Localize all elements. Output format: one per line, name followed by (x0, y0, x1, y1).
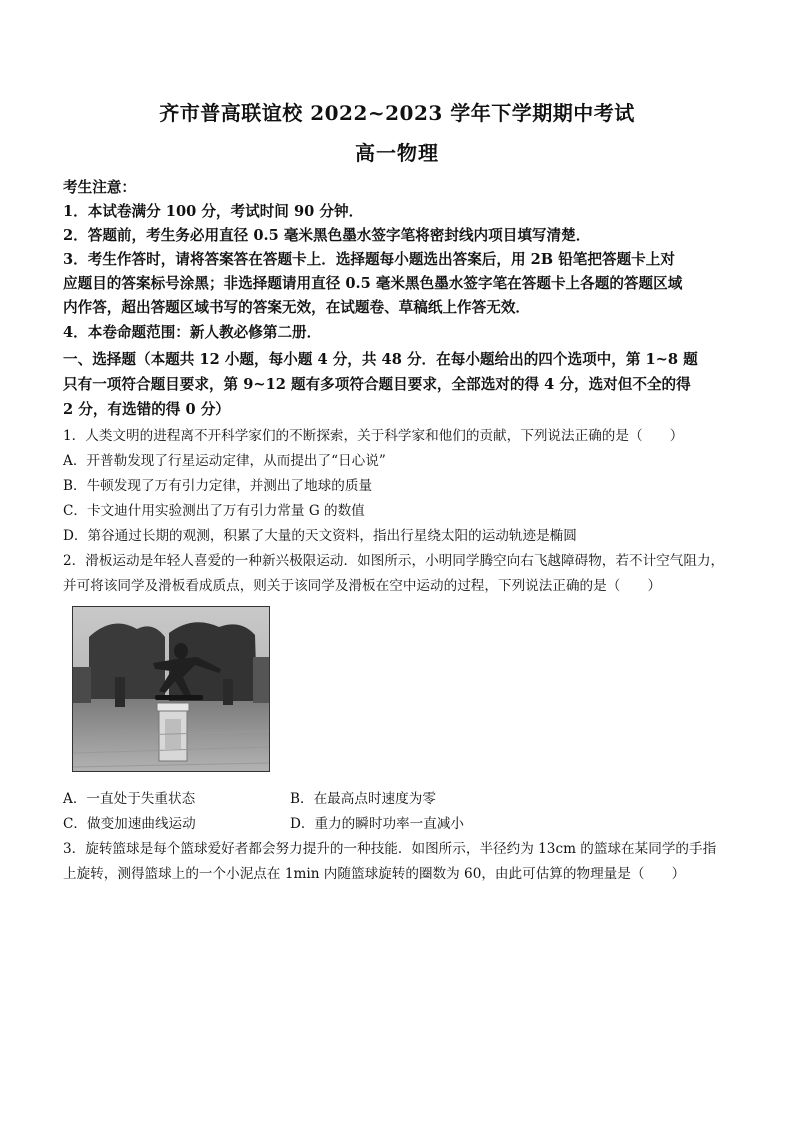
q2-stem-line-1: 2．滑板运动是年轻人喜爱的一种新兴极限运动．如图所示，小明同学腾空向右飞越障碍物，若不计空气阻力， (63, 553, 725, 569)
section-heading-line-2: 只有一项符合题目要求，第 9~12 题有多项符合题目要求，全部选对的得 4 分，选对但不全的得 (63, 376, 691, 393)
notice-item-3-cont2: 内作答，超出答题区域书写的答案无效，在试题卷、草稿纸上作答无效． (63, 299, 531, 316)
section-heading-line-3: 2 分，有选错的得 0 分） (63, 401, 230, 418)
notice-heading: 考生注意： (63, 179, 136, 196)
notice-item-3: 3．考生作答时，请将答案答在答题卡上．选择题每小题选出答案后，用 2B 铅笔把答题卡上对 (63, 251, 675, 268)
exam-title: 齐市普高联谊校 2022~2023 学年下学期期中考试 (159, 101, 635, 125)
notice-item-3-cont: 应题目的答案标号涂黑；非选择题请用直径 0.5 毫米黑色墨水签字笔在答题卡上各题的答题区域 (63, 275, 683, 292)
q2-stem-line-2: 并可将该同学及滑板看成质点，则关于该同学及滑板在空中运动的过程，下列说法正确的是（ ） (63, 578, 662, 594)
q3-stem-line-2: 上旋转，测得篮球上的一个小泥点在 1min 内随篮球旋转的圈数为 60，由此可估算的物理量是（ ） (63, 866, 686, 882)
q2-option-b: B．在最高点时速度为零 (290, 791, 436, 807)
q1-option-a: A．开普勒发现了行星运动定律，从而提出了“日心说” (63, 453, 386, 469)
notice-item-2: 2．答题前，考生务必用直径 0.5 毫米黑色墨水签字笔将密封线内项目填写清楚． (63, 227, 591, 244)
section-heading-line-1: 一、选择题（本题共 12 小题，每小题 4 分，共 48 分．在每小题给出的四个选项中，第 1~8 题 (63, 351, 698, 368)
q1-option-c: C．卡文迪什用实验测出了万有引力常量 G 的数值 (63, 503, 365, 519)
q2-option-d: D．重力的瞬时功率一直减小 (290, 816, 465, 832)
notice-item-4: 4．本卷命题范围：新人教必修第二册． (63, 324, 322, 341)
q1-stem: 1．人类文明的进程离不开科学家们的不断探索，关于科学家和他们的贡献，下列说法正确的是（ ） (63, 428, 684, 444)
q2-option-c: C．做变加速曲线运动 (63, 816, 196, 832)
q1-option-b: B．牛顿发现了万有引力定律，并测出了地球的质量 (63, 478, 373, 494)
exam-subject: 高一物理 (355, 141, 439, 165)
q2-option-a: A．一直处于失重状态 (63, 791, 196, 807)
notice-item-1: 1．本试卷满分 100 分，考试时间 90 分钟． (63, 203, 364, 220)
q3-stem-line-1: 3．旋转篮球是每个篮球爱好者都会努力提升的一种技能．如图所示，半径约为 13cm 的篮球在某同学的手指 (63, 841, 717, 857)
skateboard-photo-illustration (73, 607, 269, 771)
skateboard-photo (72, 606, 270, 772)
q1-option-d: D．第谷通过长期的观测，积累了大量的天文资料，指出行星绕太阳的运动轨迹是椭圆 (63, 528, 577, 544)
